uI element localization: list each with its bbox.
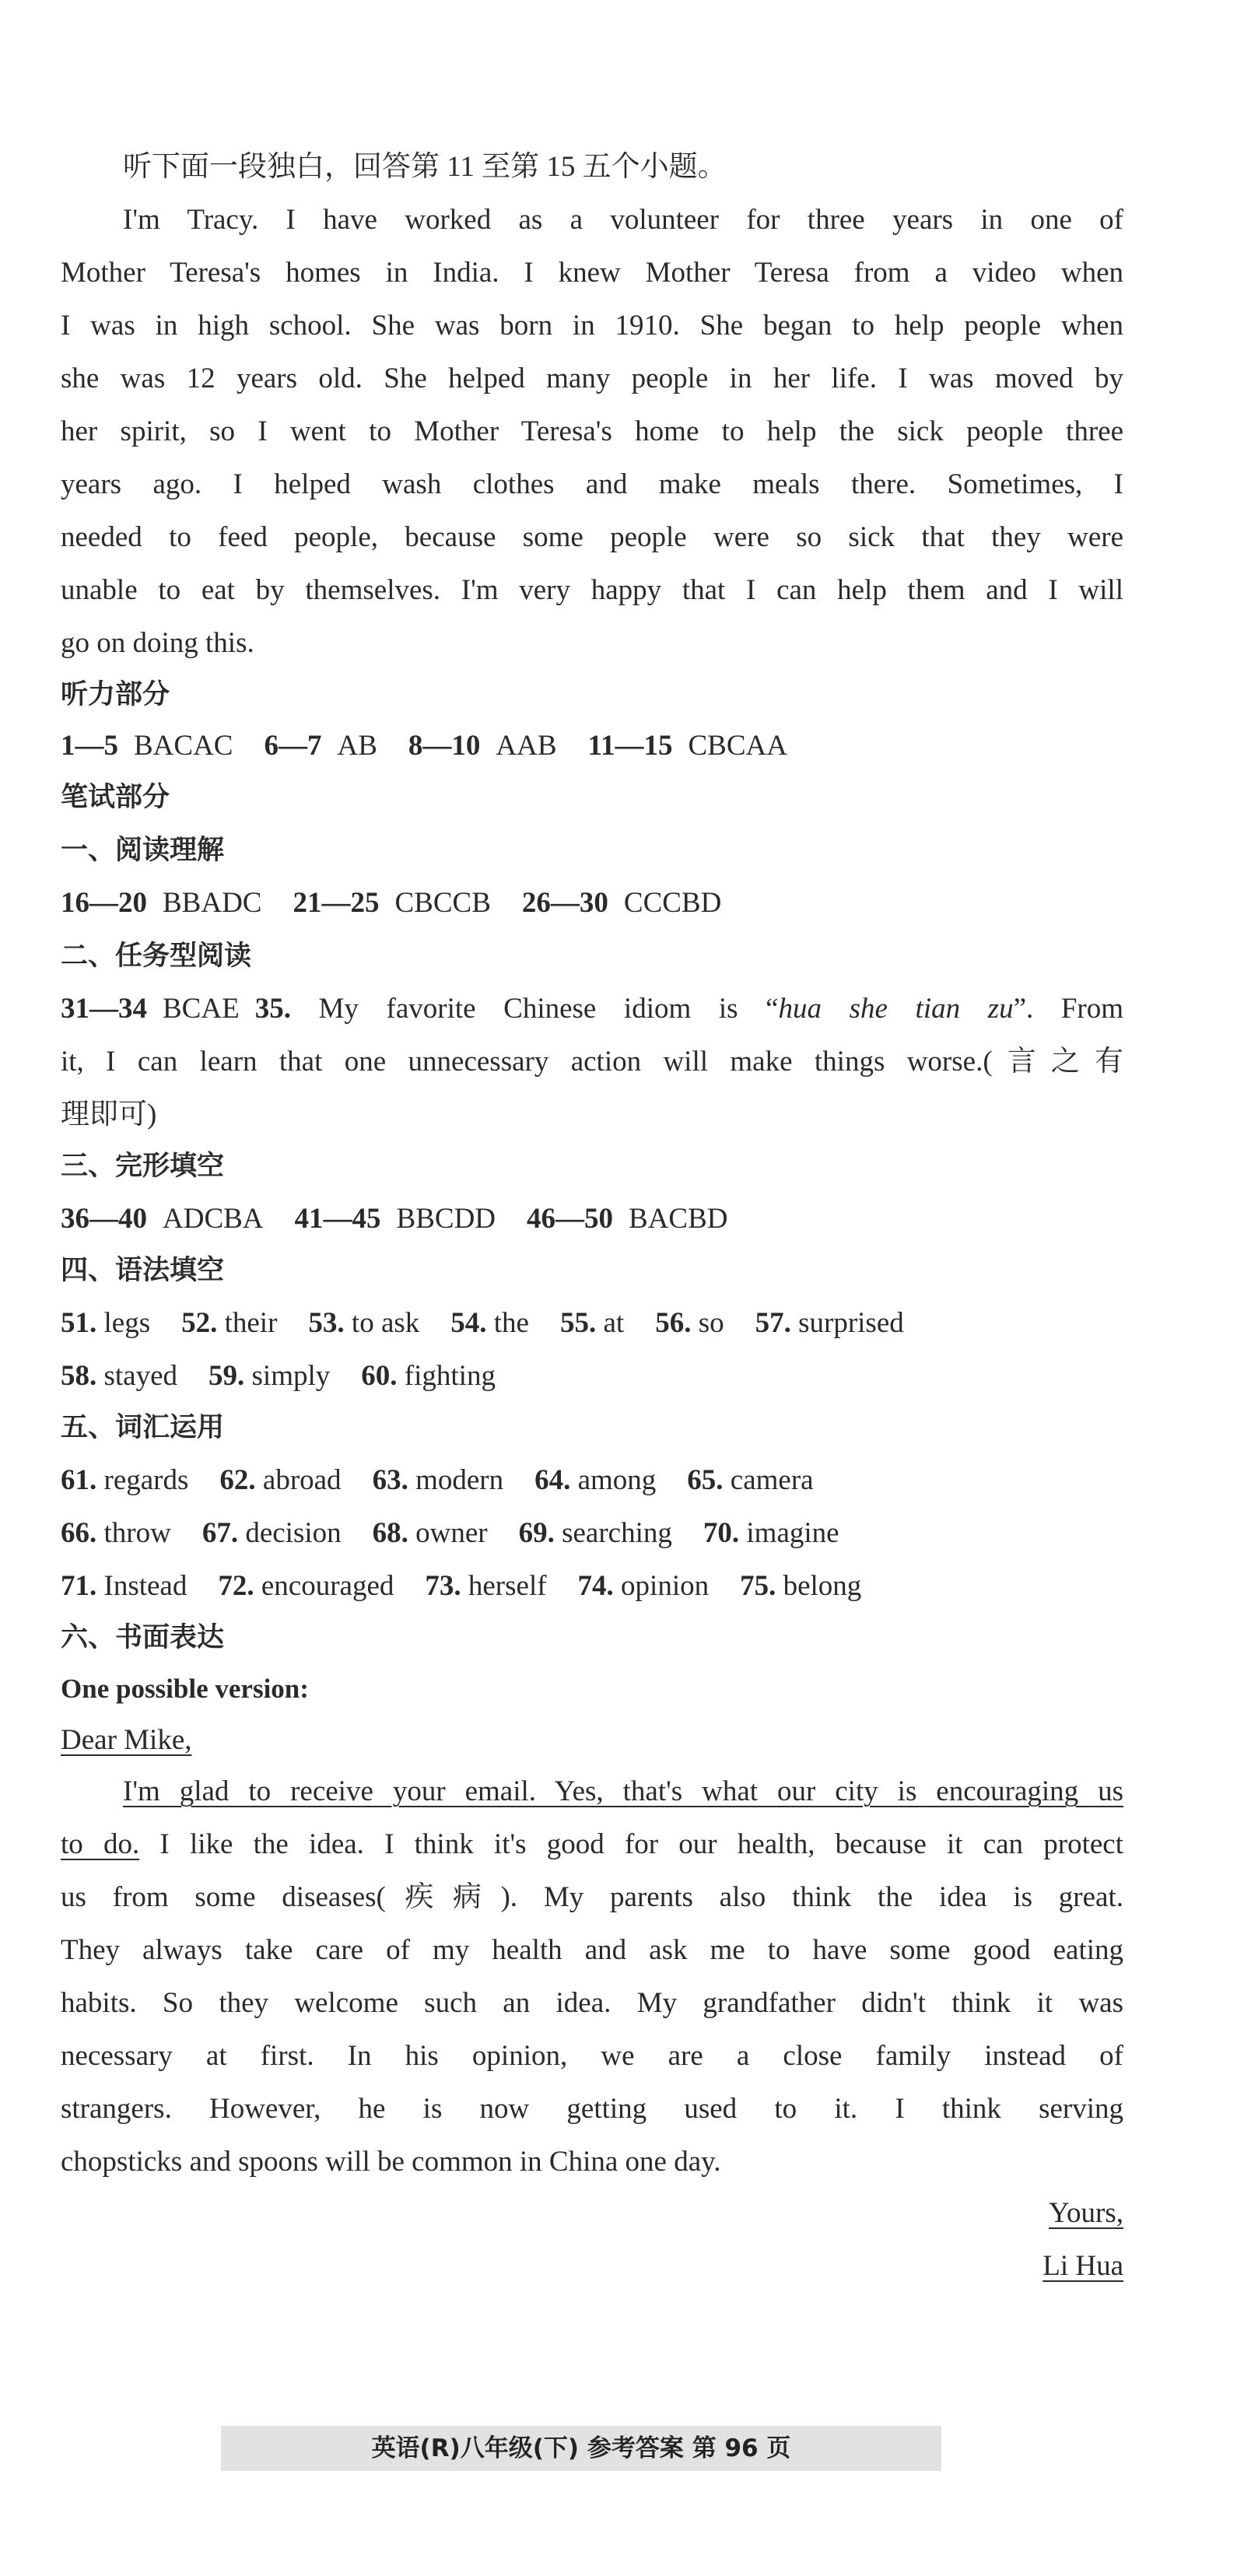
range: 6—7 [264, 730, 322, 762]
q35-text-end: ”. From [1013, 993, 1124, 1025]
item-number: 58. [61, 1360, 97, 1392]
item-number: 68. [372, 1517, 408, 1549]
task-reading-line-2: it, I can learn that one unnecessary action will make things worse.(言之有 [61, 1046, 1123, 1078]
item-answer: simply [251, 1360, 331, 1392]
item-number: 73. [425, 1570, 461, 1602]
item-answer: herself [468, 1570, 547, 1602]
item-number: 51. [61, 1307, 97, 1339]
item-answer: legs [103, 1307, 151, 1339]
item-number: 70. [703, 1517, 740, 1549]
cloze-answers [61, 1200, 728, 1239]
vocab-row-2 [61, 1514, 839, 1553]
item-answer: modern [415, 1464, 504, 1496]
letter-closing: Yours, [1049, 2197, 1123, 2229]
passage-line-1: I'm Tracy. I have worked as a volunteer for three years in one of [123, 204, 1123, 236]
range: 11—15 [587, 730, 673, 762]
item-number: 69. [518, 1517, 555, 1549]
letter-signature: Li Hua [1043, 2250, 1123, 2282]
answer: CBCAA [688, 730, 787, 762]
item-answer: regards [103, 1464, 189, 1496]
item-number: 67. [201, 1517, 239, 1549]
grammar-title: 四、语法填空 [61, 1255, 225, 1286]
letter-text: I like the idea. I think it's good for our health, because it can protect [139, 1828, 1123, 1860]
letter-line-2 [61, 1825, 1123, 1864]
item-number: 74. [577, 1570, 614, 1602]
answer: AB [337, 730, 377, 762]
letter-line-1: I'm glad to receive your email. Yes, that's what our city is encouraging us [123, 1775, 1123, 1807]
range: 41—45 [294, 1203, 381, 1235]
item-number: 55. [559, 1307, 597, 1339]
item-answer: their [224, 1307, 278, 1339]
answer: BCAE [163, 993, 240, 1025]
range: 8—10 [408, 730, 481, 762]
grammar-row-1 [61, 1304, 904, 1343]
task-reading-title: 二、任务型阅读 [61, 941, 252, 972]
item-answer: to ask [351, 1307, 420, 1339]
passage-line-2: Mother Teresa's homes in India. I knew Mother Teresa from a video when [61, 257, 1123, 289]
range: 21—25 [293, 887, 380, 919]
item-number: 64. [534, 1464, 571, 1496]
task-reading-line-3: 理即可) [61, 1099, 157, 1130]
passage-line-6: years ago. I helped wash clothes and make meals there. Sometimes, I [61, 468, 1123, 500]
item-number: 54. [450, 1307, 487, 1339]
letter-line-7: strangers. However, he is now getting used to it. I think serving [61, 2093, 1123, 2125]
item-number: 66. [61, 1517, 97, 1549]
passage-line-5: her spirit, so I went to Mother Teresa's home to help the sick people three [61, 415, 1123, 447]
passage-line-8: unable to eat by themselves. I'm very happy that I can help them and I will [61, 574, 1123, 606]
item-answer: camera [730, 1464, 814, 1496]
passage-line-4: she was 12 years old. She helped many people in her life. I was moved by [61, 363, 1123, 394]
answer: CBCCB [394, 887, 491, 919]
answer: BACAC [134, 730, 233, 762]
listening-title: 听力部分 [61, 679, 170, 710]
item-number: 59. [209, 1360, 245, 1392]
item-number: 60. [361, 1360, 398, 1392]
range: 1—5 [61, 730, 118, 762]
item-answer: the [493, 1307, 529, 1339]
item-answer: opinion [621, 1570, 710, 1602]
item-answer: among [577, 1464, 657, 1496]
item-number: 65. [687, 1464, 724, 1496]
item-answer: owner [415, 1517, 488, 1549]
answer: ADCBA [163, 1203, 264, 1235]
answer: BBADC [163, 887, 262, 919]
grammar-row-2 [61, 1357, 496, 1396]
task-reading-line-1 [61, 990, 1123, 1029]
range: 26—30 [521, 887, 608, 919]
item-number: 52. [181, 1307, 218, 1339]
passage-intro: 听下面一段独白，回答第 11 至第 15 五个小题。 [123, 151, 727, 183]
item-answer: belong [783, 1570, 862, 1602]
idiom: hua she tian zu [778, 993, 1014, 1025]
letter-greeting: Dear Mike, [61, 1724, 192, 1756]
passage-line-3: I was in high school. She was born in 1910. She began to help people when [61, 310, 1123, 342]
item-answer: at [603, 1307, 625, 1339]
item-answer: fighting [404, 1360, 496, 1392]
item-answer: encouraged [261, 1570, 394, 1602]
listening-answers [61, 727, 787, 766]
item-number: 56. [655, 1307, 692, 1339]
vocab-title: 五、词汇运用 [61, 1412, 225, 1443]
item-answer: abroad [262, 1464, 342, 1496]
item-number: 57. [755, 1307, 791, 1339]
range: 31—34 [61, 993, 147, 1025]
letter-line-5: habits. So they welcome such an idea. My grandfather didn't think it was [61, 1987, 1123, 2019]
q35-text: My favorite Chinese idiom is “ [318, 993, 779, 1025]
answer: AAB [496, 730, 557, 762]
vocab-row-1 [61, 1461, 814, 1500]
question-number: 35. [254, 993, 291, 1025]
version-label: One possible version: [61, 1674, 309, 1704]
item-number: 61. [61, 1464, 97, 1496]
passage-line-7: needed to feed people, because some people were so sick that they were [61, 521, 1123, 553]
range: 16—20 [61, 887, 147, 919]
passage-line-9: go on doing this. [61, 627, 254, 659]
item-number: 63. [372, 1464, 408, 1496]
page-footer: 英语(R)八年级(下) 参考答案 第 96 页 [221, 2426, 941, 2471]
range: 36—40 [61, 1203, 147, 1235]
item-answer: stayed [103, 1360, 178, 1392]
item-answer: searching [562, 1517, 672, 1549]
answer: BBCDD [396, 1203, 496, 1235]
item-answer: Instead [103, 1570, 187, 1602]
answer: CCCBD [623, 887, 722, 919]
underlined-text: to do. [61, 1828, 140, 1860]
item-answer: so [698, 1307, 724, 1339]
answer: BACBD [629, 1203, 728, 1235]
item-number: 62. [219, 1464, 256, 1496]
letter-line-8: chopsticks and spoons will be common in China one day. [61, 2146, 721, 2178]
item-answer: throw [103, 1517, 171, 1549]
item-answer: surprised [798, 1307, 904, 1339]
reading-answers [61, 884, 721, 923]
reading-title: 一、阅读理解 [61, 835, 225, 866]
written-title: 笔试部分 [61, 782, 170, 813]
range: 46—50 [527, 1203, 614, 1235]
letter-line-4: They always take care of my health and ask me to have some good eating [61, 1934, 1123, 1966]
item-number: 72. [218, 1570, 254, 1602]
item-number: 53. [308, 1307, 345, 1339]
item-answer: imagine [746, 1517, 839, 1549]
cloze-title: 三、完形填空 [61, 1151, 225, 1182]
item-number: 71. [61, 1570, 97, 1602]
item-number: 75. [740, 1570, 776, 1602]
vocab-row-3 [61, 1567, 861, 1606]
letter-line-6: necessary at first. In his opinion, we are a close family instead of [61, 2040, 1123, 2072]
item-answer: decision [245, 1517, 342, 1549]
writing-title: 六、书面表达 [61, 1622, 225, 1653]
letter-line-3: us from some diseases(疾病). My parents also think the idea is great. [61, 1881, 1123, 1913]
